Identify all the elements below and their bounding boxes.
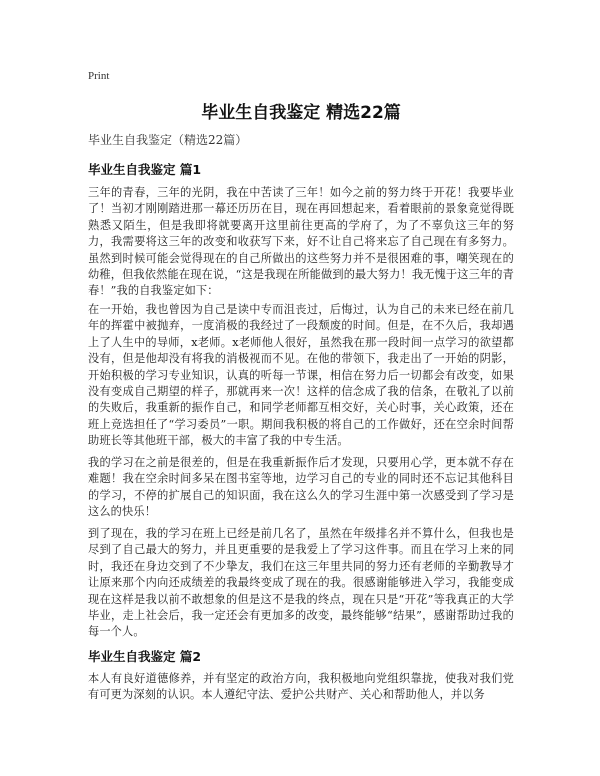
paragraph: 三年的青春，三年的光阴，我在中苦读了三年！如今之前的努力终于开花！我要毕业了！当初才刚刚踏进那一幕还历历在目，现在再回想起来，看着眼前的景象竟觉得既熟悉又陌生，但是我即将就要离开这里前往更高的学府了，为了不辜负这三年的努力，我需要将这三年的改变和收获写下来，好不让自己将来忘了自己现在有多努力。虽然到时候可能会觉得现在的自己所做出的这些努力并不是很困难的事，嘲笑现在的幼稚，但我依然能在现在说，“这是我现在所能做到的最大努力！我无愧于这三年的青春！”我的自我鉴定如下： bbox=[88, 186, 514, 298]
document-title: 毕业生自我鉴定 精选22篇 bbox=[201, 103, 401, 123]
section-heading-1: 毕业生自我鉴定 篇1 bbox=[88, 162, 202, 177]
document-subtitle: 毕业生自我鉴定（精选22篇） bbox=[88, 133, 248, 147]
paragraph: 本人有良好道德修养，并有坚定的政治方向，我积极地向党组织靠拢，使我对我们党有可更为深刻的认识。本人遵纪守法、爱护公共财产、关心和帮助他人，并以务 bbox=[88, 672, 514, 702]
print-label: Print bbox=[88, 70, 110, 82]
section-heading-2: 毕业生自我鉴定 篇2 bbox=[88, 649, 202, 664]
paragraph: 我的学习在之前是很差的，但是在我重新振作后才发现，只要用心学，更本就不存在难题！我在空余时间多呆在图书室等地，边学习自己的专业的同时还不忘记其他科目的学习，不停的扩展自己的知识面，我在这么久的学习生涯中第一次感受到了学习是这么的快乐！ bbox=[88, 456, 514, 519]
paragraph: 到了现在，我的学习在班上已经是前几名了，虽然在年级排名并不算什么，但我也是尽到了自己最大的努力，并且更重要的是我爱上了学习这件事。而且在学习上来的同时，我还在身边交到了不少挚友，我们在这三年里共同的努力还有老师的辛勤教导才让原来那个内向还成绩差的我最终变成了现在的我。很感谢能够进入学习，我能变成现在这样是我以前不敢想象的但是这不是我的终点，现在只是“开花”等我真正的大学毕业，走上社会后，我一定还会有更加多的改变，最终能够“结果”，感谢帮助过我的每一个人。 bbox=[88, 527, 514, 639]
paragraph: 在一开始，我也曾因为自己是读中专而沮丧过，后悔过，认为自己的未来已经在前几年的挥霍中被抛弃，一度消极的我经过了一段颓废的时间。但是，在不久后，我却遇上了人生中的导师，x老师。x老师他人很好，虽然我在那一段时间一点学习的欲望都没有，但是他却没有将我的消极视而不见。在他的带领下，我走出了一开始的阴影，开始积极的学习专业知识，认真的听每一节课，相信在努力后一切都会有改变，如果没有变成自己期望的样子，那就再来一次！这样的信念成了我的信条，在敬礼了以前的失败后，我重新的振作自己，和同学老师都互相交好，关心时事，关心政策，还在班上竞选担任了“学习委员”一职。期间我积极的将自己的工作做好，还在空余时间帮助班长等其他班干部，极大的丰富了我的中专生活。 bbox=[88, 303, 514, 448]
